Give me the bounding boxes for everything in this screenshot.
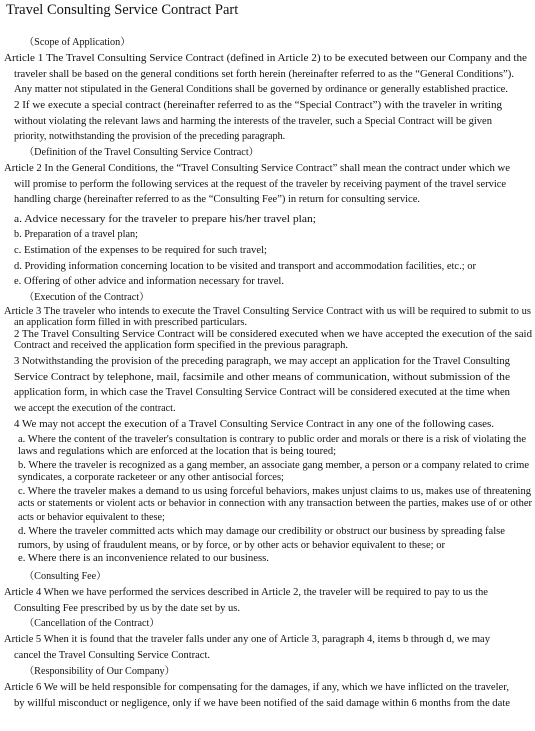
text-line: 2 The Travel Consulting Service Contract will be considered executed when we have accepted the execution of the said <box>14 329 532 340</box>
text-line: Consulting Fee prescribed by us by the date set by us. <box>14 603 240 614</box>
text-line: Article 6 We will be held responsible for compensating for the damages, if any, which we have inflicted on the traveler, <box>4 682 509 693</box>
document-title: Travel Consulting Service Contract Part <box>6 2 239 18</box>
text-line: we accept the execution of the contract. <box>14 403 176 414</box>
text-line: syndicates, a corporate racketeer or any other antisocial forces; <box>18 472 284 483</box>
text-line: e. Where there is an inconvenience related to our business. <box>18 553 269 564</box>
text-line: 4 We may not accept the execution of a Travel Consulting Service Contract in any one of the following cases. <box>14 419 494 430</box>
text-line: Article 1 The Travel Consulting Service Contract (defined in Article 2) to be executed between our Company and the <box>4 53 527 64</box>
text-line: laws and regulations which are enforced at the location that is being toured; <box>18 446 337 457</box>
text-line: a. Where the content of the traveler's consultation is contrary to public order and morals or there is a risk of violating the <box>18 434 526 445</box>
section-heading: （Cancellation of the Contract） <box>24 618 160 629</box>
text-line: application form, in which case the Travel Consulting Service Contract will be considered executed at the time when <box>14 387 511 398</box>
section-heading: （Consulting Fee） <box>24 571 107 582</box>
text-line: Article 3 The traveler who intends to execute the Travel Consulting Service Contract with us will be required to submit to us <box>4 306 531 317</box>
text-line: 3 Notwithstanding the provision of the preceding paragraph, we may accept an application for the Travel Consulting <box>14 356 510 367</box>
text-line: will promise to perform the following services at the request of the traveler by receiving payment of the travel service <box>14 179 506 190</box>
text-line: d. Providing information concerning location to be visited and transport and accommodation facilities, etc.; or <box>14 261 476 272</box>
section-heading: （Execution of the Contract） <box>24 292 150 303</box>
text-line: rumors, by using of fraudulent means, or by force, or by other acts or behavior equivalent to these; or <box>18 540 445 551</box>
text-line: c. Where the traveler makes a demand to us using forceful behaviors, makes unjust claims to us, makes use of threatening <box>18 486 531 497</box>
section-heading: （Definition of the Travel Consulting Service Contract） <box>24 147 259 158</box>
text-line: without violating the relevant laws and harming the interests of the traveler, such a Special Contract will be given <box>14 116 492 127</box>
text-line: traveler shall be based on the general conditions set forth herein (hereinafter referred to as the “General Conditions”). <box>14 69 514 80</box>
text-line: Article 5 When it is found that the traveler falls under any one of Article 3, paragraph 4, items b through d, we may <box>4 634 490 645</box>
text-line: 2 If we execute a special contract (hereinafter referred to as the “Special Contract”) with the traveler in writing <box>14 100 502 111</box>
text-line: b. Preparation of a travel plan; <box>14 229 138 240</box>
text-line: Service Contract by telephone, mail, facsimile and other means of communication, without submission of the <box>14 372 510 383</box>
text-line: Article 4 When we have performed the services described in Article 2, the traveler will be required to pay to us the <box>4 587 489 598</box>
text-line: priority, notwithstanding the provision of the preceding paragraph. <box>14 131 286 142</box>
text-line: b. Where the traveler is recognized as a gang member, an associate gang member, a person or a company related to crime <box>18 460 529 471</box>
text-line: c. Estimation of the expenses to be required for such travel; <box>14 245 267 256</box>
text-line: by willful misconduct or negligence, only if we have been notified of the said damage within 6 months from the date <box>14 698 510 709</box>
text-line: e. Offering of other advice and information necessary for travel. <box>14 276 284 287</box>
text-line: d. Where the traveler committed acts which may damage our credibility or obstruct our business by spreading false <box>18 526 505 537</box>
text-line: a. Advice necessary for the traveler to prepare his/her travel plan; <box>14 214 316 225</box>
text-line: Article 2 In the General Conditions, the “Travel Consulting Service Contract” shall mean the contract under which we <box>4 163 510 174</box>
section-heading: （Responsibility of Our Company） <box>24 666 175 677</box>
section-heading: （Scope of Application） <box>24 37 131 48</box>
text-line: Any matter not stipulated in the General Conditions shall be governed by ordinance or generally established practice. <box>14 84 509 95</box>
text-line: an application form filled in with prescribed particulars. <box>14 317 247 328</box>
text-line: handling charge (hereinafter referred to as the “Consulting Fee”) in return for consulting service. <box>14 194 420 205</box>
text-line: acts or behavior equivalent to these; <box>18 512 165 523</box>
text-line: cancel the Travel Consulting Service Contract. <box>14 650 210 661</box>
text-line: acts or statements or violent acts or behavior in connection with any transaction between the parties, makes use of or other <box>18 498 532 509</box>
text-line: Contract and received the application form specified in the previous paragraph. <box>14 340 348 351</box>
